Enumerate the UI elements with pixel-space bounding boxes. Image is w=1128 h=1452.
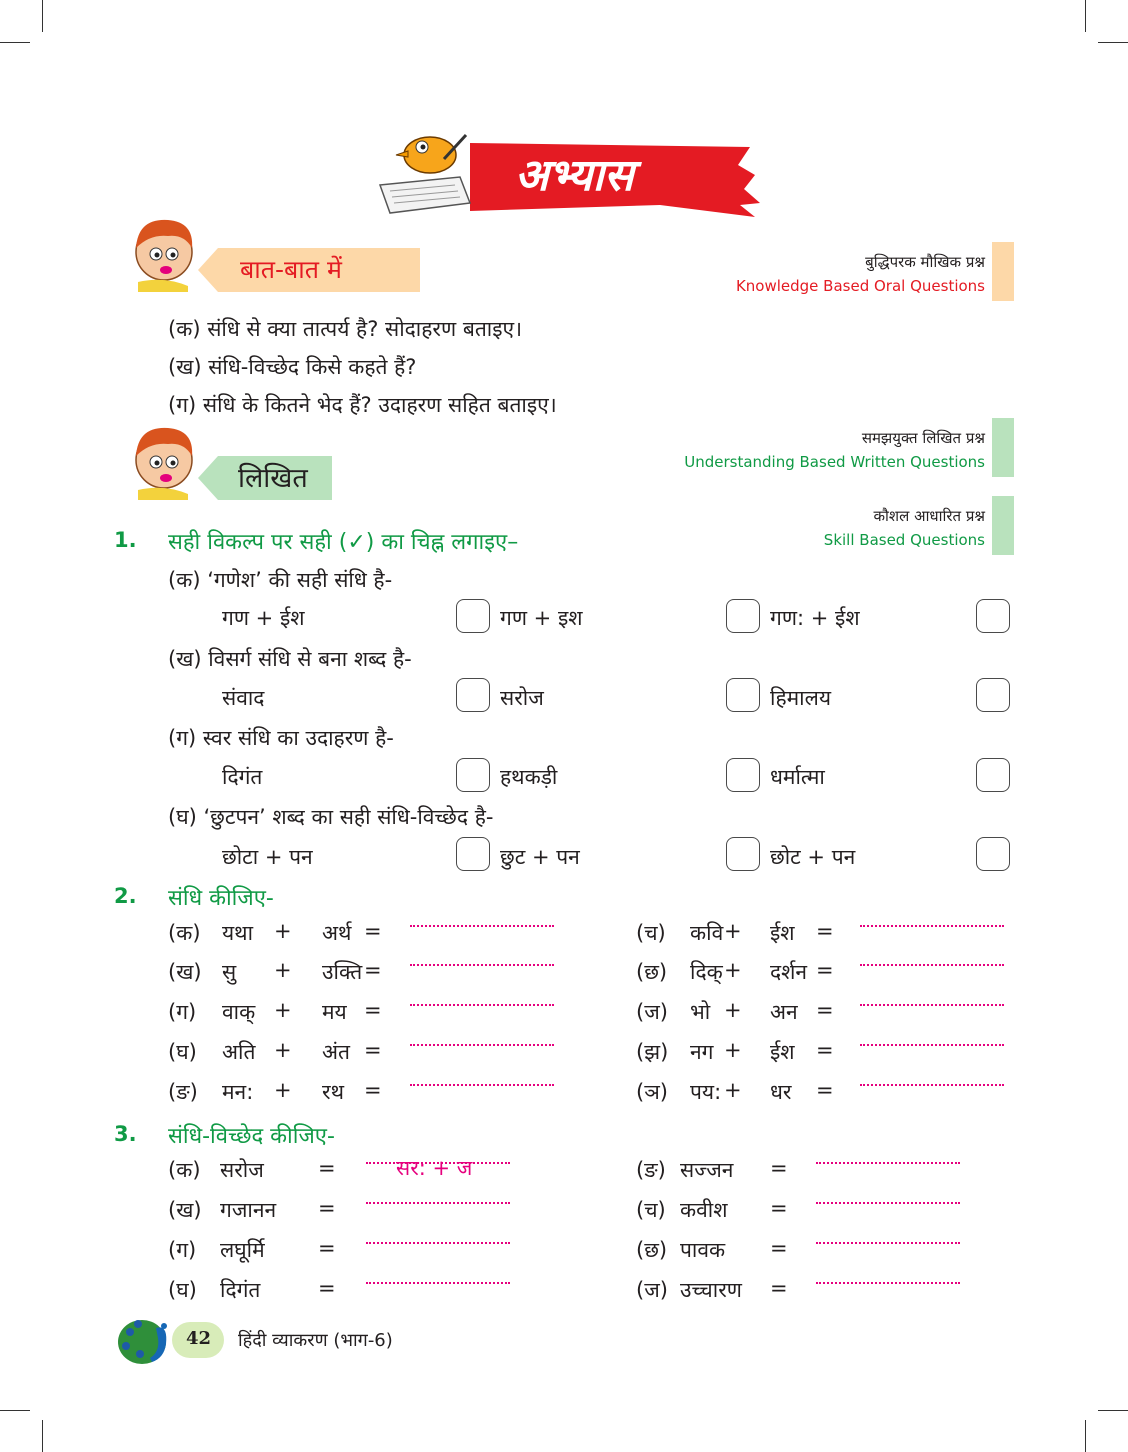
q2-equals: = xyxy=(816,958,834,982)
answer-blank[interactable] xyxy=(860,1044,1004,1046)
answer-blank[interactable] xyxy=(410,925,554,927)
q2-word-a: नग xyxy=(690,1040,714,1064)
checkbox[interactable] xyxy=(726,837,760,871)
q3-word: पावक xyxy=(680,1238,726,1262)
q1-option: हिमालय xyxy=(770,686,832,710)
boy-avatar-icon xyxy=(128,212,208,292)
q2-label: (घ) xyxy=(168,1040,197,1064)
q2-plus: + xyxy=(724,1078,742,1102)
q1-title: सही विकल्प पर सही (✓) का चिह्न लगाइए– xyxy=(168,530,519,555)
answer-blank[interactable] xyxy=(366,1282,510,1284)
q1-option: संवाद xyxy=(222,686,265,710)
answer-blank[interactable] xyxy=(816,1282,960,1284)
q3-word: गजानन xyxy=(220,1198,277,1222)
page-title: अभ्यास xyxy=(515,150,634,201)
q2-word-a: सु xyxy=(222,960,237,984)
q2-equals: = xyxy=(816,998,834,1022)
q2-equals: = xyxy=(364,1078,382,1102)
q3-number: 3. xyxy=(114,1122,137,1146)
skill-tag xyxy=(824,504,985,552)
q3-equals: = xyxy=(318,1276,336,1300)
q2-label: (छ) xyxy=(636,960,668,984)
q2-word-a: यथा xyxy=(222,921,254,945)
q2-word-b: अर्थ xyxy=(322,921,352,945)
q3-word: कवीश xyxy=(680,1198,728,1222)
q2-word-b: ईश xyxy=(770,1040,795,1064)
q1-question: (ख) विसर्ग संधि से बना शब्द है- xyxy=(168,647,412,671)
checkbox[interactable] xyxy=(726,599,760,633)
q1-question: (घ) ‘छुटपन’ शब्द का सही संधि-विच्छेद है- xyxy=(168,805,494,829)
q3-equals: = xyxy=(770,1276,788,1300)
q1-option: छोट + पन xyxy=(770,845,856,869)
q2-word-b: मय xyxy=(322,1000,347,1024)
answer-blank[interactable] xyxy=(366,1202,510,1204)
oral-question: (ख) संधि-विच्छेद किसे कहते हैं? xyxy=(168,355,417,379)
answer-blank[interactable] xyxy=(410,1004,554,1006)
q2-word-b: धर xyxy=(770,1080,792,1104)
q1-option: धर्मात्मा xyxy=(770,765,825,789)
answer-blank[interactable] xyxy=(816,1162,960,1164)
q2-plus: + xyxy=(724,919,742,943)
answer-blank[interactable] xyxy=(410,1044,554,1046)
q2-equals: = xyxy=(364,1038,382,1062)
section-label-oral: बात-बात में xyxy=(240,255,342,284)
q2-word-b: अन xyxy=(770,1000,798,1024)
q2-plus: + xyxy=(724,1038,742,1062)
q2-plus: + xyxy=(274,919,292,943)
written-tag-hi: समझयुक्त लिखित प्रश्न xyxy=(861,429,985,447)
q2-equals: = xyxy=(816,1078,834,1102)
q2-word-b: अंत xyxy=(322,1040,351,1064)
oral-question: (क) संधि से क्या तात्पर्य है? सोदाहरण बताइए। xyxy=(168,317,523,341)
oral-tag xyxy=(736,250,985,298)
q3-title: संधि-विच्छेद कीजिए- xyxy=(168,1124,335,1149)
q2-word-a: मन: xyxy=(222,1080,254,1104)
checkbox[interactable] xyxy=(726,678,760,712)
q3-label: (छ) xyxy=(636,1238,668,1262)
q2-equals: = xyxy=(816,919,834,943)
oral-tag-en: Knowledge Based Oral Questions xyxy=(735,277,985,295)
answer-blank[interactable] xyxy=(410,964,554,966)
q3-label: (ग) xyxy=(168,1238,197,1262)
q2-equals: = xyxy=(364,998,382,1022)
q2-word-b: उक्ति xyxy=(322,960,363,984)
q1-option: छुट + पन xyxy=(500,845,580,869)
q2-equals: = xyxy=(364,919,382,943)
q2-word-a: दिक् xyxy=(690,960,723,984)
q2-plus: + xyxy=(274,958,292,982)
q1-option: गण + इश xyxy=(500,606,583,630)
answer-blank[interactable] xyxy=(860,964,1004,966)
checkbox[interactable] xyxy=(456,599,490,633)
q2-number: 2. xyxy=(114,884,137,908)
q3-label: (क) xyxy=(168,1158,201,1182)
page-number: 42 xyxy=(186,1328,212,1349)
q2-label: (क) xyxy=(168,921,201,945)
q3-word: सज्जन xyxy=(680,1158,734,1182)
exercise-banner xyxy=(360,125,772,225)
q1-option: सरोज xyxy=(500,686,544,710)
answer-blank[interactable] xyxy=(410,1084,554,1086)
q2-word-a: पय: xyxy=(690,1080,722,1104)
q2-label: (ग) xyxy=(168,1000,197,1024)
q3-word: उच्चारण xyxy=(680,1278,742,1302)
q2-title: संधि कीजिए- xyxy=(168,886,274,911)
q2-label: (ख) xyxy=(168,960,202,984)
checkbox[interactable] xyxy=(976,758,1010,792)
q2-word-a: कवि xyxy=(690,921,724,945)
q3-word: दिगंत xyxy=(220,1278,261,1302)
q2-plus: + xyxy=(274,1078,292,1102)
checkbox[interactable] xyxy=(976,599,1010,633)
checkbox[interactable] xyxy=(976,678,1010,712)
written-tag xyxy=(684,426,985,474)
q3-equals: = xyxy=(770,1236,788,1260)
oral-question: (ग) संधि के कितने भेद हैं? उदाहरण सहित बताइए। xyxy=(168,393,557,417)
oral-tag-hi: बुद्धिपरक मौखिक प्रश्न xyxy=(865,253,985,271)
q2-word-a: भो xyxy=(690,1000,711,1024)
q2-word-a: अति xyxy=(222,1040,256,1064)
q2-word-b: ईश xyxy=(770,921,795,945)
q3-label: (ङ) xyxy=(636,1158,666,1182)
q3-label: (च) xyxy=(636,1198,666,1222)
q3-word: सरोज xyxy=(220,1158,264,1182)
skill-tag-hi: कौशल आधारित प्रश्न xyxy=(873,507,985,525)
q3-label: (ख) xyxy=(168,1198,202,1222)
q1-number: 1. xyxy=(114,528,137,552)
q1-question: (क) ‘गणेश’ की सही संधि है- xyxy=(168,568,393,592)
q1-question: (ग) स्वर संधि का उदाहरण है- xyxy=(168,726,394,750)
answer-blank[interactable] xyxy=(816,1202,960,1204)
q3-word: लघूर्मि xyxy=(220,1238,265,1262)
checkbox[interactable] xyxy=(456,758,490,792)
checkbox[interactable] xyxy=(726,758,760,792)
answer-blank[interactable] xyxy=(860,1004,1004,1006)
q3-equals: = xyxy=(770,1196,788,1220)
q2-label: (ञ) xyxy=(636,1080,668,1104)
q2-plus: + xyxy=(724,958,742,982)
q1-option: गण: + ईश xyxy=(770,606,860,630)
q1-option: गण + ईश xyxy=(222,606,305,630)
q3-label: (घ) xyxy=(168,1278,197,1302)
q2-equals: = xyxy=(364,958,382,982)
answer-blank[interactable] xyxy=(860,1084,1004,1086)
q1-option: दिगंत xyxy=(222,765,263,789)
q2-equals: = xyxy=(816,1038,834,1062)
book-title: हिंदी व्याकरण (भाग-6) xyxy=(238,1330,393,1351)
answer-blank[interactable] xyxy=(860,925,1004,927)
q3-equals: = xyxy=(318,1156,336,1180)
q2-label: (च) xyxy=(636,921,666,945)
q3-equals: = xyxy=(318,1196,336,1220)
q2-plus: + xyxy=(724,998,742,1022)
q2-label: (झ) xyxy=(636,1040,669,1064)
written-tag-en: Understanding Based Written Questions xyxy=(684,453,985,471)
q2-label: (ङ) xyxy=(168,1080,198,1104)
q3-label: (ज) xyxy=(636,1278,668,1302)
q3-equals: = xyxy=(770,1156,788,1180)
q2-word-b: रथ xyxy=(322,1080,345,1104)
q2-label: (ज) xyxy=(636,1000,668,1024)
q2-word-a: वाक् xyxy=(222,1000,256,1024)
q2-plus: + xyxy=(274,1038,292,1062)
q1-option: छोटा + पन xyxy=(222,845,313,869)
q1-option: हथकड़ी xyxy=(500,765,558,789)
skill-tag-en: Skill Based Questions xyxy=(823,531,985,549)
q2-word-b: दर्शन xyxy=(770,960,808,984)
oral-questions xyxy=(168,310,557,424)
answer-blank[interactable] xyxy=(366,1242,510,1244)
boy-avatar-icon xyxy=(128,420,208,500)
answer-text: सर: + ज xyxy=(396,1156,473,1180)
answer-blank[interactable] xyxy=(816,1242,960,1244)
checkbox[interactable] xyxy=(456,678,490,712)
checkbox[interactable] xyxy=(456,837,490,871)
q3-equals: = xyxy=(318,1236,336,1260)
section-label-written: लिखित xyxy=(238,463,308,494)
q2-plus: + xyxy=(274,998,292,1022)
checkbox[interactable] xyxy=(976,837,1010,871)
